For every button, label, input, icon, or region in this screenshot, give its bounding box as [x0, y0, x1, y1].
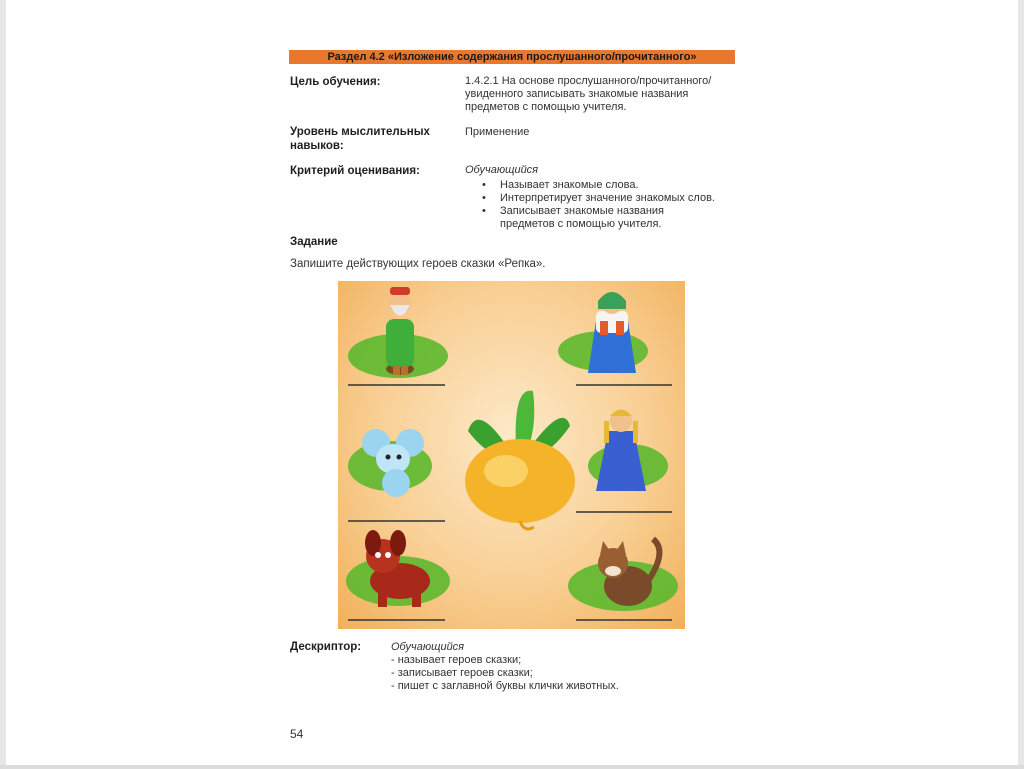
goal-line: предметов с помощью учителя.: [465, 101, 627, 113]
goal-text: [465, 75, 711, 114]
section-header: Раздел 4.2 «Изложение содержания прослушанного/прочитанного»: [289, 50, 735, 64]
grandmother-icon: [588, 292, 636, 373]
bullet-icon: •: [482, 192, 486, 204]
descriptor-item: - называет героев сказки;: [391, 654, 522, 666]
bullet-icon: •: [482, 179, 486, 191]
grandfather-icon: [386, 287, 414, 375]
criteria-list: [482, 179, 732, 231]
level-value: Применение: [465, 126, 530, 138]
descriptor-intro: Обучающийся: [391, 641, 465, 653]
goal-label: Цель обучения:: [290, 76, 381, 88]
goal-line: увиденного записывать знакомые названия: [465, 88, 689, 100]
bullet-icon: •: [482, 205, 486, 217]
level-label-line: Уровень мыслительных: [290, 126, 430, 138]
descriptor-label: Дескриптор:: [290, 641, 362, 653]
illustration-svg: [338, 281, 685, 629]
bottom-frame: [0, 765, 1024, 769]
repka-illustration: [338, 281, 685, 629]
goal-line: 1.4.2.1 На основе прослушанного/прочитанного/: [465, 75, 712, 87]
criteria-item: • Записывает знакомые названия предметов с помощью учителя.: [482, 205, 665, 230]
level-label: [290, 125, 430, 153]
task-heading: Задание: [290, 236, 338, 248]
descriptor-item: - пишет с заглавной буквы клички животных.: [391, 680, 619, 692]
turnip-icon: [465, 391, 575, 529]
criteria-label: Критерий оценивания:: [290, 165, 420, 177]
descriptor-item: - записывает героев сказки;: [391, 667, 533, 679]
criteria-intro: Обучающийся: [465, 164, 539, 176]
task-text: Запишите действующих героев сказки «Репка».: [290, 258, 546, 270]
descriptor-list: [391, 641, 619, 693]
right-frame: [1018, 0, 1024, 769]
criteria-item: • Называет знакомые слова.: [482, 179, 639, 191]
criteria-item: • Интерпретирует значение знакомых слов.: [482, 192, 715, 204]
level-label-line: навыков:: [290, 140, 344, 152]
left-frame: [0, 0, 6, 769]
page-number: 54: [290, 727, 304, 741]
